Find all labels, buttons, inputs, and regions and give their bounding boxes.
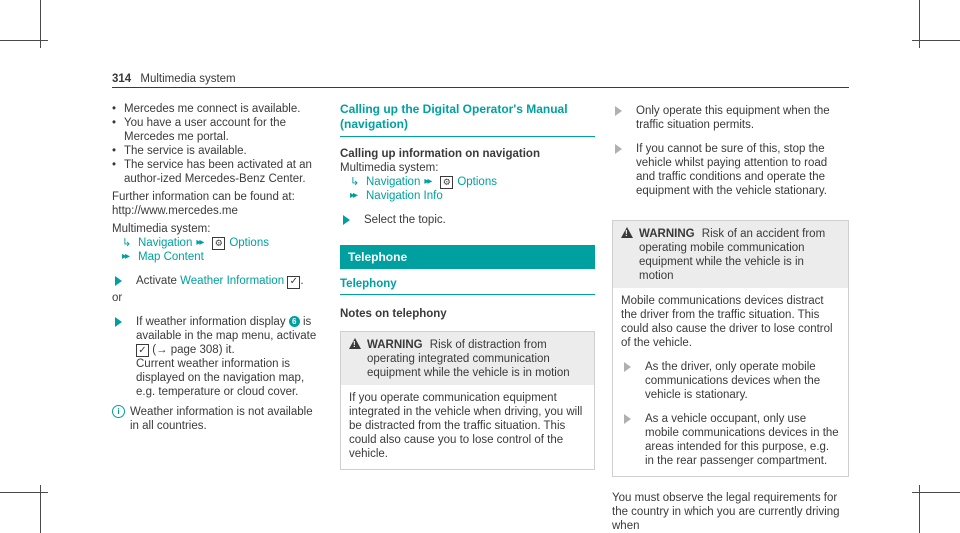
weather-information-link[interactable]: Weather Information [180, 275, 285, 287]
step-prefix: Activate [136, 275, 177, 287]
list-item: • Mercedes me connect is available. [112, 102, 322, 116]
warning-head-text: Risk of an accident from operating mobile communication equipment while the vehicle is in motion [639, 228, 826, 282]
warning-header [613, 221, 848, 288]
warning-triangle-icon [349, 338, 361, 349]
instruction-step [112, 315, 322, 400]
note [112, 405, 322, 433]
crop-mark [0, 492, 48, 493]
menu-navigation[interactable]: Navigation [138, 237, 193, 249]
double-chevron-icon: ▸▸ [196, 237, 203, 248]
menu-path-line [340, 175, 595, 189]
checkbox-checked-icon: ✓ [136, 344, 149, 357]
crop-mark [0, 40, 48, 41]
menu-options[interactable]: Options [457, 176, 497, 188]
warning-body: If you operate communication equipment integrated in the vehicle when driving, you will be distracted from the traffic situation. This could also cause you to lose control of the vehicle. [349, 392, 583, 460]
step-text: If weather information display [136, 315, 286, 328]
further-info: Further information can be found at: http://www.mercedes.me [112, 191, 295, 217]
warning-label: WARNING [639, 228, 695, 240]
closing-text: You must observe the legal requirements for the country in which you are currently driving when [612, 492, 840, 532]
step-text: Only operate this equipment when the traffic situation permits. [636, 105, 830, 131]
warning-box [340, 331, 595, 470]
step-detail: Current weather information is displayed on the navigation map, e.g. temperature or cloud cover. [136, 358, 305, 398]
double-chevron-icon: ▸▸ [122, 251, 129, 262]
page-header [112, 72, 236, 86]
step-arrow-icon [624, 414, 631, 424]
menu-map-content[interactable]: Map Content [138, 251, 204, 263]
notes-title: Notes on telephony [340, 308, 447, 320]
menu-navigation[interactable]: Navigation [366, 176, 421, 188]
requirements-list [112, 102, 322, 186]
multimedia-label: Multimedia system: [112, 223, 211, 235]
double-chevron-icon: ▸▸ [424, 176, 431, 187]
note-text: Weather information is not available in all countries. [130, 406, 313, 432]
instruction-step [621, 412, 840, 468]
instruction-step [612, 142, 849, 198]
menu-path-line [340, 189, 595, 203]
header-section: Multimedia system [140, 73, 236, 85]
warning-label: WARNING [367, 339, 423, 351]
column-3 [612, 102, 849, 533]
warning-box [612, 220, 849, 477]
info-icon: i [112, 405, 125, 418]
step-arrow-icon [615, 144, 622, 154]
warning-triangle-icon [621, 227, 633, 238]
warning-body-text: Mobile communications devices distract the driver from the traffic situation. This could also cause the driver to lose control of the vehicle. [621, 295, 833, 349]
step-arrow-icon [343, 215, 350, 225]
section-rule [340, 136, 595, 137]
checkbox-checked-icon: ✓ [287, 276, 300, 289]
step-arrow-icon [615, 106, 622, 116]
list-item: • The service is available. [112, 144, 322, 158]
section-rule [340, 294, 595, 295]
or-text: or [112, 291, 123, 304]
menu-navigation-info[interactable]: Navigation Info [366, 190, 443, 202]
crop-mark [912, 492, 960, 493]
gear-icon: ⚙ [440, 176, 453, 189]
step-arrow-icon [115, 317, 122, 327]
callout-badge: 6 [289, 316, 300, 327]
menu-path-line [112, 250, 322, 264]
menu-options[interactable]: Options [229, 237, 269, 249]
multimedia-label: Multimedia system: [340, 162, 439, 174]
warning-header [341, 332, 594, 385]
list-item: • You have a user account for the Mercedes me portal. [112, 116, 322, 144]
instruction-step [612, 104, 849, 132]
warning-body [613, 288, 848, 476]
instruction-step [621, 360, 840, 402]
crop-mark [912, 40, 960, 41]
telephony-heading: Telephony [340, 278, 397, 290]
double-chevron-icon: ▸▸ [350, 190, 357, 201]
page-ref[interactable]: (→ page 308) it. [152, 343, 235, 356]
step-arrow-icon [115, 276, 122, 286]
step-text: is available in the map menu, activate [136, 315, 317, 342]
step-text: As a vehicle occupant, only use mobile communications devices in the areas intended for this purpose, e.g. in the rear passenger compartment. [645, 413, 839, 467]
instruction-step [112, 274, 322, 289]
subsection-title: Calling up information on navigation [340, 148, 540, 160]
step-text: Select the topic. [364, 214, 446, 226]
step-arrow-icon [624, 362, 631, 372]
arrow-return-icon: ↳ [350, 176, 360, 188]
step-text: As the driver, only operate mobile communications devices when the vehicle is stationary. [645, 361, 821, 401]
column-2 [340, 102, 595, 470]
step-text: If you cannot be sure of this, stop the vehicle whilst paying attention to road and traffic conditions and operate the equipment with the vehicle stationary. [636, 143, 828, 197]
telephone-chapter-bar: Telephone [340, 245, 595, 269]
step-suffix: . [300, 275, 304, 287]
column-1 [112, 102, 322, 433]
header-rule [112, 87, 849, 88]
instruction-step [340, 213, 595, 227]
gear-icon: ⚙ [212, 237, 225, 250]
page-number: 314 [112, 73, 132, 85]
warning-head-text: Risk of distraction from operating integrated communication equipment while the vehicle is in motion [367, 339, 570, 379]
section-title: Calling up the Digital Operator's Manual (navigation) [340, 102, 568, 131]
arrow-return-icon: ↳ [122, 237, 132, 249]
menu-path-line [112, 236, 322, 250]
list-item: • The service has been activated at an author-ized Mercedes-Benz Center. [112, 158, 322, 186]
